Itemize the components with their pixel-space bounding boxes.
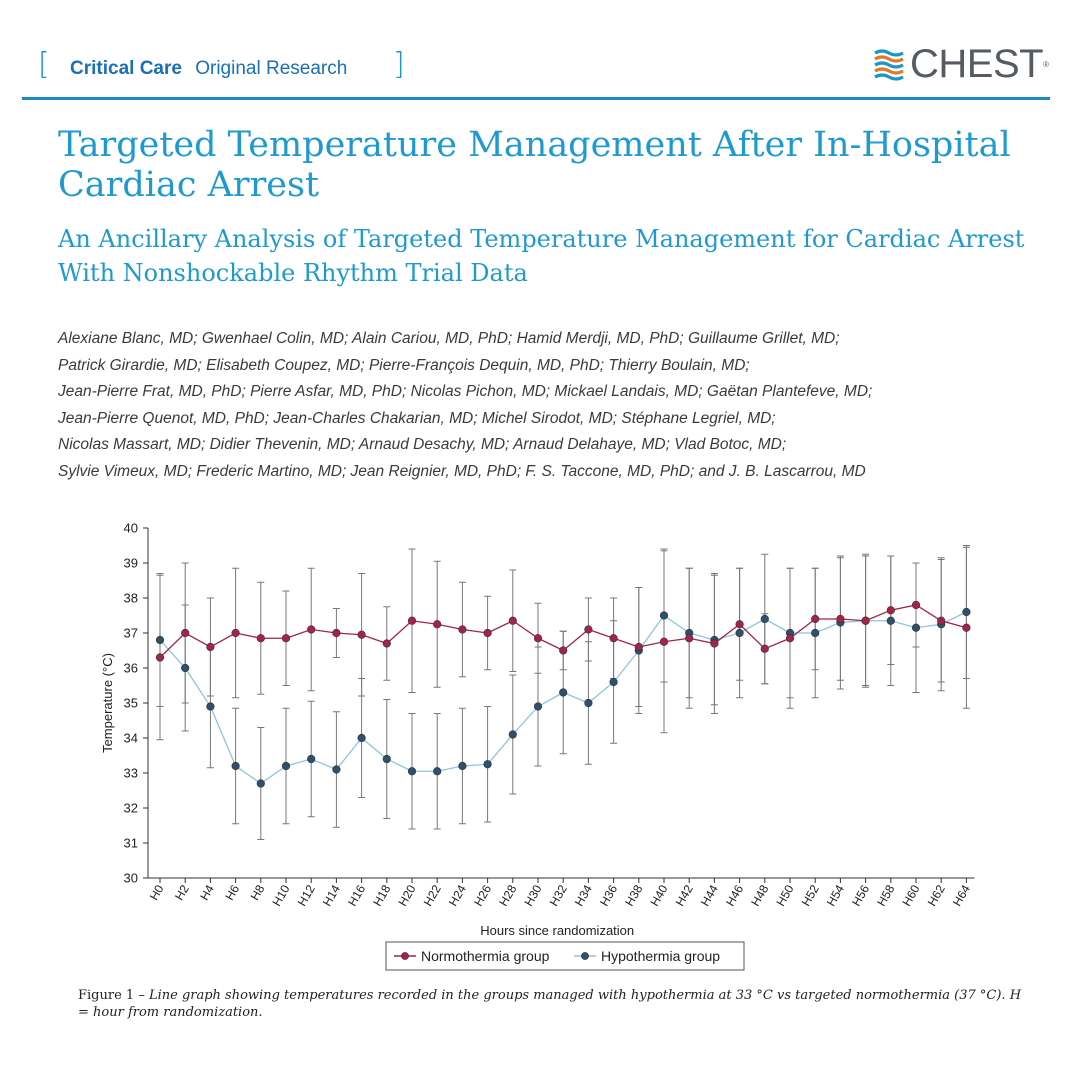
author-list (58, 326, 1058, 485)
section-label (70, 58, 347, 80)
y-tick-label: 32 (123, 800, 138, 816)
hypothermia-point (610, 678, 618, 686)
x-tick-label: H4 (197, 882, 217, 903)
hypothermia-point (912, 624, 920, 632)
caption-lead: Figure 1 – (78, 988, 149, 1003)
legend-hypothermia-label: Hypothermia group (601, 948, 721, 964)
normothermia-point (937, 617, 945, 625)
hypothermia-point (383, 755, 391, 763)
left-bracket: [ (38, 47, 50, 82)
hypothermia-point (156, 636, 164, 644)
hypothermia-point (282, 762, 290, 770)
y-tick-label: 30 (123, 870, 138, 886)
x-tick-label: H18 (370, 882, 394, 909)
y-tick-label: 33 (123, 765, 138, 781)
hypothermia-point (811, 629, 819, 637)
normothermia-point (509, 617, 517, 625)
hypothermia-point (660, 612, 668, 620)
normothermia-point (610, 634, 618, 642)
normothermia-point (585, 626, 593, 634)
normothermia-point (761, 645, 769, 653)
right-bracket: ] (393, 47, 405, 82)
author-line: Jean-Pierre Quenot, MD, PhD; Jean-Charles Chakarian, MD; Michel Sirodot, MD; Stéphane Legriel, MD; (58, 409, 776, 427)
normothermia-point (408, 617, 416, 625)
legend-normothermia-label: Normothermia group (421, 948, 550, 964)
x-tick-label: H32 (546, 882, 570, 909)
x-tick-label: H52 (798, 882, 822, 909)
normothermia-point (685, 634, 693, 642)
x-tick-label: H22 (420, 882, 444, 909)
hypothermia-point (585, 699, 593, 707)
normothermia-point (181, 629, 189, 637)
article-title: Targeted Temperature Management After In-Hospital Cardiac Arrest (58, 125, 1011, 205)
normothermia-point (635, 643, 643, 651)
normothermia-point (811, 615, 819, 623)
x-tick-label: H2 (172, 882, 192, 903)
hypothermia-point (887, 617, 895, 625)
y-tick-label: 36 (123, 660, 138, 676)
caption-body: Line graph showing temperatures recorded in the groups managed with hypothermia at 33 °C vs targeted normothermia (37 °C). H = hour from randomization. (78, 988, 1022, 1020)
x-tick-label: H50 (773, 882, 797, 909)
x-tick-label: H16 (345, 882, 369, 909)
y-tick-label: 40 (123, 520, 138, 536)
x-tick-label: H38 (622, 882, 646, 909)
normothermia-point (786, 634, 794, 642)
article-type-label: Original Research (195, 58, 348, 79)
normothermia-point (736, 620, 744, 628)
y-tick-label: 34 (123, 730, 138, 746)
article-subtitle: An Ancillary Analysis of Targeted Temperature Management for Cardiac Arrest With Nonshockable Rhythm Trial Data (58, 225, 1025, 287)
hypothermia-point (358, 734, 366, 742)
hypothermia-point (534, 703, 542, 711)
y-tick-label: 38 (123, 590, 138, 606)
y-tick-label: 37 (123, 625, 138, 641)
normothermia-point (383, 640, 391, 648)
hypothermia-point (181, 664, 189, 672)
normothermia-point (433, 620, 441, 628)
y-tick-label: 35 (123, 695, 138, 711)
registered-mark: ® (1043, 59, 1049, 69)
normothermia-point (837, 615, 845, 623)
hypothermia-point (736, 629, 744, 637)
legend-hypothermia-marker (581, 952, 588, 959)
x-tick-label: H48 (748, 882, 772, 909)
x-tick-label: H0 (146, 882, 167, 903)
legend-normothermia-marker (401, 952, 408, 959)
normothermia-point (307, 626, 315, 634)
category-label: Critical Care (70, 58, 182, 79)
x-tick-label: H24 (445, 882, 469, 909)
x-tick-label: H8 (247, 882, 268, 903)
normothermia-point (711, 640, 719, 648)
x-tick-label: H44 (697, 882, 721, 909)
x-tick-label: H28 (496, 882, 520, 909)
x-tick-label: H58 (874, 882, 898, 909)
x-tick-label: H14 (319, 882, 343, 909)
x-tick-label: H10 (269, 882, 293, 909)
x-tick-label: H12 (294, 882, 318, 909)
author-line: Jean-Pierre Frat, MD, PhD; Pierre Asfar, MD, PhD; Nicolas Pichon, MD; Mickael Landais, MD; Gaëtan Plantefeve, MD; (58, 383, 873, 400)
normothermia-point (559, 647, 567, 655)
hypothermia-point (484, 760, 492, 768)
x-tick-label: H34 (571, 882, 595, 909)
chest-logo-icon (872, 47, 906, 81)
y-axis-title: Temperature (°C) (100, 653, 115, 753)
hypothermia-point (307, 755, 315, 763)
x-tick-label: H42 (672, 882, 696, 909)
hypothermia-point (408, 767, 416, 775)
y-tick-label: 39 (123, 555, 138, 571)
x-tick-label: H36 (597, 882, 621, 909)
x-tick-label: H40 (647, 882, 671, 909)
normothermia-point (282, 634, 290, 642)
x-tick-label: H60 (899, 882, 923, 909)
journal-logo (872, 44, 1049, 84)
x-tick-label: H56 (849, 882, 873, 909)
x-axis-title: Hours since randomization (480, 923, 635, 938)
hypothermia-point (257, 780, 265, 788)
x-tick-label: H20 (395, 882, 419, 909)
hypothermia-point (559, 689, 567, 697)
y-tick-label: 31 (123, 835, 138, 851)
author-line: Alexiane Blanc, MD; Gwenhael Colin, MD; Alain Cariou, MD, PhD; Hamid Merdji, MD, PhD; Guillaume Grillet, MD; (58, 330, 840, 347)
hypothermia-point (459, 762, 467, 770)
normothermia-point (232, 629, 240, 637)
x-tick-label: H6 (222, 882, 243, 903)
normothermia-point (459, 626, 467, 634)
author-line: Sylvie Vimeux, MD; Frederic Martino, MD; Jean Reignier, MD, PhD; F. S. Taccone, MD, PhD; and J. B. Lascarrou, MD (58, 462, 866, 480)
x-tick-label: H46 (723, 882, 747, 909)
temperature-line-chart (0, 510, 1080, 980)
normothermia-point (207, 643, 215, 651)
x-tick-label: H62 (924, 882, 948, 909)
x-tick-label: H64 (949, 882, 973, 909)
hypothermia-point (761, 615, 769, 623)
author-line: Nicolas Massart, MD; Didier Thevenin, MD; Arnaud Desachy, MD; Arnaud Delahaye, MD; Vlad Botoc, MD; (58, 436, 787, 453)
x-tick-label: H54 (823, 882, 847, 909)
normothermia-point (534, 634, 542, 642)
x-tick-label: H26 (471, 882, 495, 909)
hypothermia-point (963, 608, 971, 616)
normothermia-point (963, 624, 971, 632)
normothermia-point (660, 638, 668, 646)
normothermia-point (333, 629, 341, 637)
x-tick-label: H30 (521, 882, 545, 909)
header-rule (22, 97, 1050, 100)
figure-caption (78, 987, 1028, 1021)
normothermia-point (887, 606, 895, 614)
normothermia-point (862, 617, 870, 625)
normothermia-point (156, 654, 164, 662)
normothermia-point (912, 601, 920, 609)
hypothermia-point (207, 703, 215, 711)
normothermia-point (358, 631, 366, 639)
author-line: Patrick Girardie, MD; Elisabeth Coupez, MD; Pierre-François Dequin, MD, PhD; Thierry Boulain, MD; (58, 356, 750, 374)
hypothermia-point (509, 731, 517, 739)
page-header (0, 0, 1080, 100)
hypothermia-point (333, 766, 341, 774)
logo-text: CHEST (910, 42, 1044, 86)
hypothermia-point (433, 767, 441, 775)
hypothermia-point (232, 762, 240, 770)
normothermia-point (484, 629, 492, 637)
normothermia-point (257, 634, 265, 642)
